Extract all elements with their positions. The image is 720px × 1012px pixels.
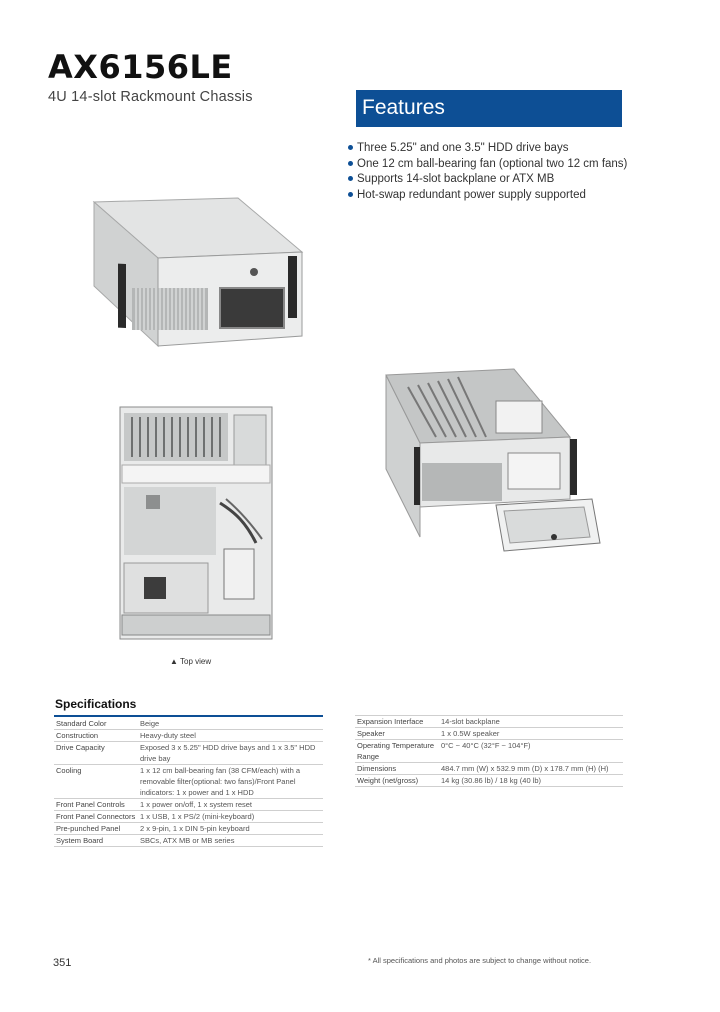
table-row: Front Panel Connectors 1 x USB, 1 x PS/2 (mini-keyboard)	[54, 811, 323, 823]
table-row: Cooling 1 x 12 cm ball-bearing fan (38 CFM/each) with a removable filter(optional: two fans)/Front Panel indicators: 1 x power and 1 x HDD	[54, 765, 323, 799]
table-row: Standard Color Beige	[54, 718, 323, 730]
chassis-top-view-photo	[116, 403, 276, 643]
table-row: System Board SBCs, ATX MB or MB series	[54, 835, 323, 847]
features-heading: Features	[362, 96, 445, 119]
table-row: Operating Temperature Range 0°C ~ 40°C (32°F ~ 104°F)	[355, 740, 623, 763]
features-heading-bar	[356, 90, 622, 127]
table-row: Pre-punched Panel 2 x 9-pin, 1 x DIN 5-pin keyboard	[54, 823, 323, 835]
features-list	[348, 141, 648, 203]
specifications-rule	[54, 715, 323, 717]
table-row: Expansion Interface 14-slot backplane	[355, 716, 623, 728]
bullet-icon	[348, 192, 353, 197]
feature-item: Hot-swap redundant power supply supported	[348, 188, 648, 204]
chassis-open-door-photo	[384, 367, 604, 552]
feature-item: Three 5.25" and one 3.5" HDD drive bays	[348, 141, 648, 157]
specifications-table-right	[355, 715, 623, 787]
feature-item: One 12 cm ball-bearing fan (optional two 12 cm fans)	[348, 157, 648, 173]
table-row: Construction Heavy-duty steel	[54, 730, 323, 742]
table-row: Drive Capacity Exposed 3 x 5.25" HDD drive bays and 1 x 3.5" HDD drive bay	[54, 742, 323, 765]
table-row: Dimensions 484.7 mm (W) x 532.9 mm (D) x 178.7 mm (H) (H)	[355, 763, 623, 775]
bullet-icon	[348, 176, 353, 181]
product-subtitle: 4U 14-slot Rackmount Chassis	[48, 89, 253, 105]
specifications-table-left	[54, 718, 323, 847]
chassis-front-photo	[88, 190, 308, 360]
table-row: Front Panel Controls 1 x power on/off, 1 x system reset	[54, 799, 323, 811]
feature-item: Supports 14-slot backplane or ATX MB	[348, 172, 648, 188]
footnote: * All specifications and photos are subject to change without notice.	[368, 956, 592, 965]
top-view-caption: ▲ Top view	[170, 657, 212, 666]
bullet-icon	[348, 145, 353, 150]
specifications-heading: Specifications	[55, 697, 137, 711]
table-row: Weight (net/gross) 14 kg (30.86 lb) / 18 kg (40 lb)	[355, 775, 623, 787]
product-title: AX6156LE	[48, 48, 233, 86]
table-row: Speaker 1 x 0.5W speaker	[355, 728, 623, 740]
bullet-icon	[348, 161, 353, 166]
page-number: 351	[53, 957, 72, 969]
